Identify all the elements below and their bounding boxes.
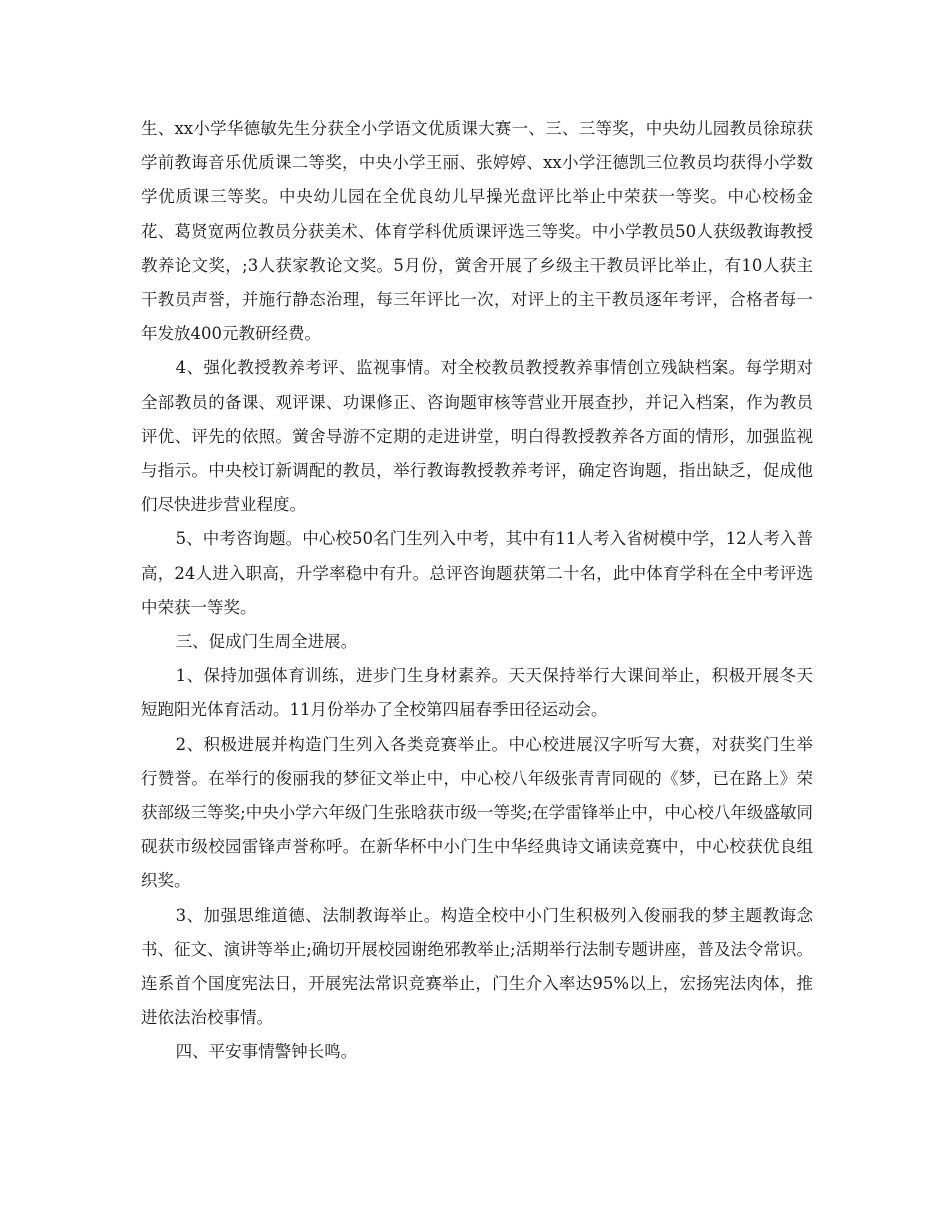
paragraph-awards-continued: 生、xx小学华德敏先生分获全小学语文优质课大赛一、三、三等奖，中央幼儿园教员徐琼获学前教诲音乐优质课二等奖，中央小学王丽、张婷婷、xx小学汪德凯三位教员均获得小学数学优质课三等奖。中央幼儿园在全优良幼儿早操光盘评比举止中荣获一等奖。中心校杨金花、葛贤宽两位教员分获美术、体育学科优质课评选三等奖。中小学教员50人获级教诲教授教养论文奖，;3人获家教论文奖。5月份，黉舍开展了乡级主干教员评比举止，有10人获主干教员声誉，并施行静态治理，每三年评比一次，对评上的主干教员逐年考评，合格者每一年发放400元教研经费。 <box>141 119 813 344</box>
paragraph-teaching-evaluation: 4、强化教授教养考评、监视事情。对全校教员教授教养事情创立残缺档案。每学期对全部教员的备课、观评课、功课修正、咨询题审核等营业开展查抄，并记入档案，作为教员评优、评先的依照。黉舍导游不定期的走进讲堂，明白得教授教养各方面的情形，加强监视与指示。中央校订新调配的教员，举行教诲教授教养考评，确定咨询题，指出缺乏，促成他们尽快进步营业程度。 <box>141 358 813 515</box>
paragraph-moral-legal-education: 3、加强思维道德、法制教诲举止。构造全校中小门生积极列入俊丽我的梦主题教诲念书、征文、演讲等举止;确切开展校园谢绝邪教举止;活期举行法制专题讲座，普及法令常识。连系首个国度宪法日，开展宪法常识竞赛举止，门生介入率达95%以上，宏扬宪法肉体，推进依法治校事情。 <box>141 905 813 1028</box>
paragraph-exam-results: 5、中考咨询题。中心校50名门生列入中考，其中有11人考入省树模中学，12人考入普高，24人进入职高，升学率稳中有升。总评咨询题获第二十名，此中体育学科在全中考评选中荣获一等奖。 <box>141 529 813 617</box>
paragraph-physical-training: 1、保持加强体育训练，进步门生身材素养。天天保持举行大课间举止，积极开展冬天短跑阳光体育活动。11月份举办了全校第四届春季田径运动会。 <box>141 666 813 720</box>
section-heading-student-development: 三、促成门生周全进展。 <box>175 632 358 652</box>
document-body <box>141 112 813 1070</box>
section-heading-safety: 四、平安事情警钟长鸣。 <box>175 1042 358 1062</box>
paragraph-competitions: 2、积极进展并构造门生列入各类竞赛举止。中心校进展汉字听写大赛，对获奖门生举行赞誉。在举行的俊丽我的梦征文举止中，中心校八年级张青青同砚的《梦，已在路上》荣获部级三等奖;中央小学六年级门生张晗获市级一等奖;在学雷锋举止中，中心校八年级盛敏同砚获市级校园雷锋声誉称呼。在新华杯中小门生中华经典诗文诵读竞赛中，中心校获优良组织奖。 <box>141 734 813 891</box>
